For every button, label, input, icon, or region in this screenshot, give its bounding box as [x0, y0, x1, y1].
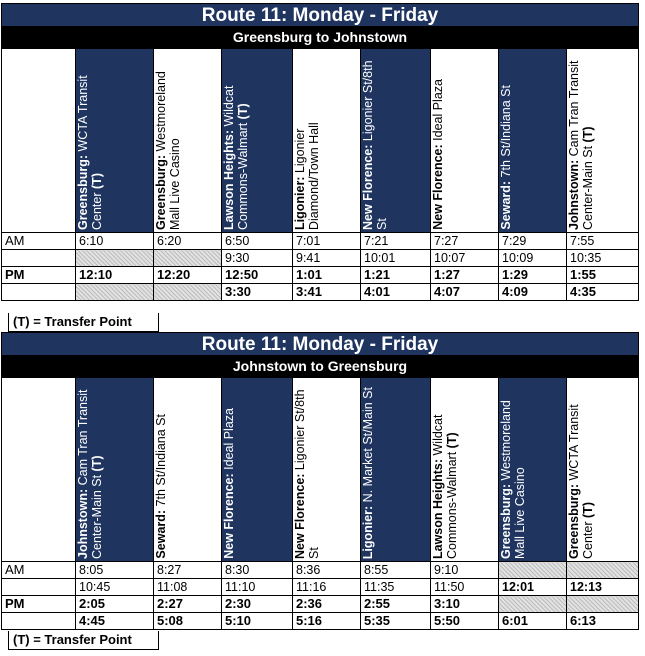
time-cell: 10:01 — [361, 250, 431, 267]
time-cell: 6:01 — [499, 613, 567, 630]
stop-location: Westmoreland Mall Live Casino — [154, 71, 182, 230]
time-cell: 10:07 — [431, 250, 499, 267]
time-cell: 9:41 — [293, 250, 361, 267]
time-cell — [567, 562, 639, 579]
time-cell: 1:21 — [361, 267, 431, 284]
transfer-note: (T) = Transfer Point — [8, 313, 159, 332]
schedule-row — [2, 613, 639, 630]
time-cell: 9:10 — [431, 562, 499, 579]
time-cell — [154, 250, 222, 267]
time-cell: 7:55 — [567, 233, 639, 250]
time-cell: 12:10 — [76, 267, 154, 284]
corner-cell — [2, 49, 76, 233]
route-title: Route 11: Monday - Friday — [1, 332, 639, 356]
period-label — [2, 579, 76, 596]
time-cell: 2:30 — [222, 596, 293, 613]
stop-town: Greensburg: — [567, 483, 581, 559]
stop-town: Greensburg: — [76, 154, 90, 230]
stop-header — [293, 49, 361, 233]
inbound-table — [1, 377, 639, 630]
time-cell: 6:13 — [567, 613, 639, 630]
stop-town: New Florence: — [361, 144, 375, 230]
time-cell: 8:05 — [76, 562, 154, 579]
stop-location: Wildcat Commons-Walmart — [431, 414, 459, 559]
stop-town: Ligonier: — [293, 176, 307, 230]
time-cell — [76, 250, 154, 267]
time-cell: 5:16 — [293, 613, 361, 630]
stop-header — [499, 378, 567, 562]
time-cell: 1:29 — [499, 267, 567, 284]
schedule-row — [2, 250, 639, 267]
time-cell: 12:13 — [567, 579, 639, 596]
stop-header — [361, 378, 431, 562]
time-cell: 7:29 — [499, 233, 567, 250]
stop-location: WCTA Transit Center — [76, 75, 104, 230]
stop-location: Wildcat Commons-Walmart — [222, 85, 250, 230]
time-cell: 7:01 — [293, 233, 361, 250]
schedule-row — [2, 579, 639, 596]
transfer-marker: (T) — [236, 103, 250, 120]
time-cell: 5:10 — [222, 613, 293, 630]
period-label: PM — [2, 267, 76, 284]
stop-location: Cam Tran Transit Center-Main St — [76, 389, 104, 559]
stop-location: N. Market St/Main St — [361, 386, 375, 503]
time-cell: 4:45 — [76, 613, 154, 630]
time-cell: 4:09 — [499, 284, 567, 301]
period-label: AM — [2, 233, 76, 250]
time-cell: 6:20 — [154, 233, 222, 250]
stop-location: Westmoreland Mall Live Casino — [499, 400, 527, 559]
stop-town: Johnstown: — [567, 159, 581, 230]
time-cell: 1:55 — [567, 267, 639, 284]
time-cell: 10:45 — [76, 579, 154, 596]
stop-header — [567, 378, 639, 562]
time-cell: 11:50 — [431, 579, 499, 596]
time-cell: 12:20 — [154, 267, 222, 284]
stop-header — [431, 378, 499, 562]
schedule-row — [2, 233, 639, 250]
stop-header — [293, 378, 361, 562]
stop-town: Greensburg: — [154, 154, 168, 230]
time-cell: 8:55 — [361, 562, 431, 579]
stop-location: Ligonier Diamond/Town Hall — [293, 122, 321, 230]
stop-town: Greensburg: — [499, 483, 513, 559]
period-label: PM — [2, 596, 76, 613]
stop-town: Lawson Heights: — [222, 129, 236, 230]
period-label: AM — [2, 562, 76, 579]
inbound-schedule — [0, 332, 645, 630]
time-cell: 9:30 — [222, 250, 293, 267]
schedule-row — [2, 562, 639, 579]
time-cell: 11:16 — [293, 579, 361, 596]
time-cell: 8:27 — [154, 562, 222, 579]
stop-town: Seward: — [499, 181, 513, 230]
direction-title: Johnstown to Greensburg — [1, 356, 639, 377]
stop-header — [154, 378, 222, 562]
time-cell: 12:01 — [499, 579, 567, 596]
stop-town: Ligonier: — [361, 505, 375, 559]
stop-header — [567, 49, 639, 233]
time-cell: 2:55 — [361, 596, 431, 613]
schedule-row — [2, 596, 639, 613]
direction-title: Greensburg to Johnstown — [1, 27, 639, 48]
time-cell: 4:07 — [431, 284, 499, 301]
stop-town: Lawson Heights: — [431, 458, 445, 559]
time-cell: 12:50 — [222, 267, 293, 284]
stop-town: New Florence: — [222, 473, 236, 559]
time-cell: 2:27 — [154, 596, 222, 613]
route-title: Route 11: Monday - Friday — [1, 3, 639, 27]
time-cell: 4:01 — [361, 284, 431, 301]
stop-header — [361, 49, 431, 233]
stop-header — [222, 49, 293, 233]
time-cell: 3:30 — [222, 284, 293, 301]
time-cell: 2:36 — [293, 596, 361, 613]
stop-location: WCTA Transit Center — [567, 404, 595, 559]
period-label — [2, 613, 76, 630]
stop-location: Ideal Plaza — [431, 79, 445, 142]
time-cell: 3:41 — [293, 284, 361, 301]
stop-town: Seward: — [154, 510, 168, 559]
outbound-schedule — [0, 3, 645, 301]
stop-town: New Florence: — [431, 144, 445, 230]
time-cell: 2:05 — [76, 596, 154, 613]
transfer-marker: (T) — [581, 502, 595, 518]
stop-location: Ideal Plaza — [222, 408, 236, 471]
stop-location: Ligonier St/8th St — [293, 389, 321, 559]
period-label — [2, 284, 76, 301]
time-cell: 10:35 — [567, 250, 639, 267]
time-cell: 8:30 — [222, 562, 293, 579]
time-cell: 5:08 — [154, 613, 222, 630]
time-cell: 3:10 — [431, 596, 499, 613]
stop-header — [431, 49, 499, 233]
time-cell — [567, 596, 639, 613]
transfer-marker: (T) — [90, 173, 104, 189]
stop-town: New Florence: — [293, 473, 307, 559]
time-cell: 5:50 — [431, 613, 499, 630]
stop-location: 7th St/Indiana St — [154, 414, 168, 507]
period-label — [2, 250, 76, 267]
time-cell — [499, 596, 567, 613]
corner-cell — [2, 378, 76, 562]
time-cell: 6:50 — [222, 233, 293, 250]
time-cell: 6:10 — [76, 233, 154, 250]
time-cell — [154, 284, 222, 301]
time-cell: 10:09 — [499, 250, 567, 267]
stop-town: Johnstown: — [76, 488, 90, 559]
stop-header — [222, 378, 293, 562]
transfer-note: (T) = Transfer Point — [8, 631, 159, 650]
stop-location: Ligonier St/8th St — [361, 60, 389, 230]
time-cell — [76, 284, 154, 301]
transfer-marker: (T) — [445, 432, 459, 449]
time-cell — [499, 562, 567, 579]
time-cell: 1:01 — [293, 267, 361, 284]
time-cell: 1:27 — [431, 267, 499, 284]
stop-header — [76, 49, 154, 233]
time-cell: 11:10 — [222, 579, 293, 596]
stop-header — [154, 49, 222, 233]
time-cell: 7:21 — [361, 233, 431, 250]
outbound-table — [1, 48, 639, 301]
time-cell: 8:36 — [293, 562, 361, 579]
schedule-row — [2, 267, 639, 284]
time-cell: 5:35 — [361, 613, 431, 630]
time-cell: 4:35 — [567, 284, 639, 301]
time-cell: 11:08 — [154, 579, 222, 596]
stop-location: Cam Tran Transit Center-Main St — [567, 60, 595, 230]
stop-location: 7th St/Indiana St — [499, 85, 513, 178]
time-cell: 7:27 — [431, 233, 499, 250]
stop-header — [76, 378, 154, 562]
stop-header — [499, 49, 567, 233]
time-cell: 11:35 — [361, 579, 431, 596]
transfer-marker: (T) — [581, 126, 595, 143]
transfer-marker: (T) — [90, 455, 104, 472]
schedule-row — [2, 284, 639, 301]
